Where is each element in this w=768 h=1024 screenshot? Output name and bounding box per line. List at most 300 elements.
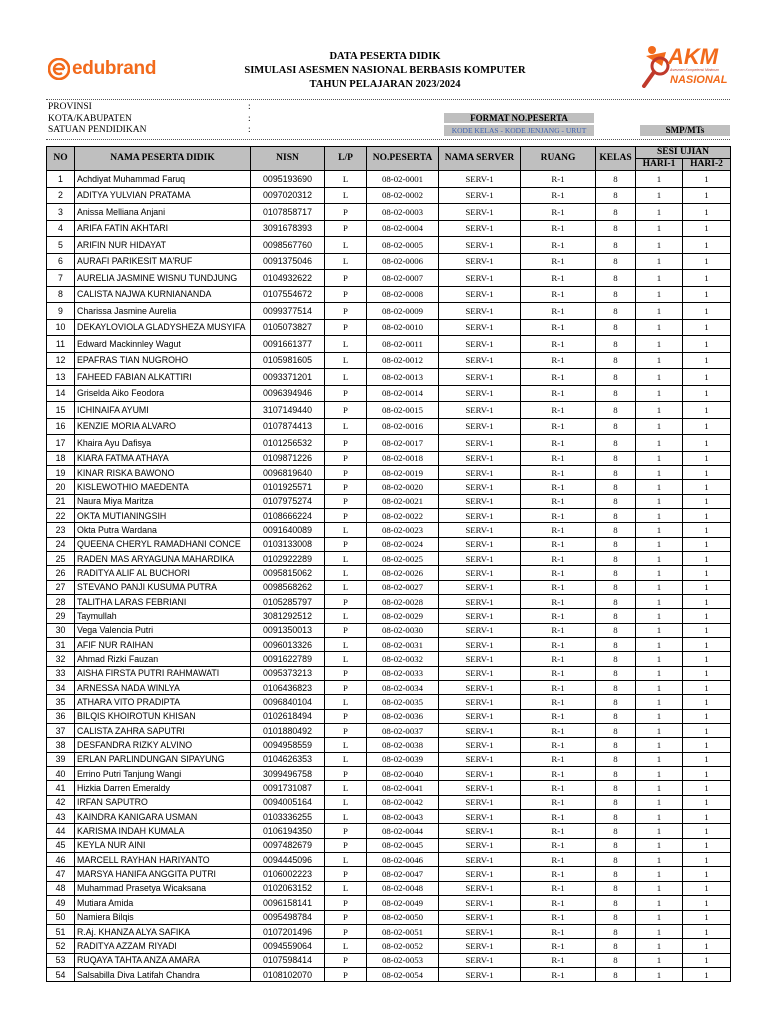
- provinsi-colon: :: [248, 102, 251, 112]
- table-row: [47, 523, 731, 537]
- cell-hari2: 1: [683, 220, 731, 237]
- document-header: [200, 50, 570, 92]
- table-row: [47, 494, 731, 508]
- cell-no: 31: [47, 637, 75, 651]
- cell-no-peserta: 08-02-0006: [367, 253, 439, 270]
- akm-tagline: Asesmen Kompetensi Minimum: [670, 68, 720, 72]
- cell-no: 29: [47, 609, 75, 623]
- cell-server: SERV-1: [439, 637, 521, 651]
- cell-nama: MARCELL RAYHAN HARIYANTO: [75, 853, 251, 867]
- cell-nisn: 0095193690: [251, 171, 325, 188]
- cell-kelas: 8: [596, 270, 636, 287]
- cell-hari1: 1: [636, 402, 683, 419]
- cell-hari1: 1: [636, 781, 683, 795]
- cell-kelas: 8: [596, 781, 636, 795]
- cell-hari1: 1: [636, 594, 683, 608]
- cell-hari1: 1: [636, 953, 683, 967]
- cell-hari2: 1: [683, 838, 731, 852]
- cell-server: SERV-1: [439, 508, 521, 522]
- cell-nama: RADITYA ALIF AL BUCHORI: [75, 566, 251, 580]
- cell-no: 42: [47, 795, 75, 809]
- cell-ruang: R-1: [521, 795, 596, 809]
- cell-lp: P: [325, 435, 367, 452]
- cell-ruang: R-1: [521, 767, 596, 781]
- cell-lp: P: [325, 204, 367, 221]
- cell-ruang: R-1: [521, 881, 596, 895]
- cell-nama: EPAFRAS TIAN NUGROHO: [75, 352, 251, 369]
- table-row: [47, 220, 731, 237]
- cell-server: SERV-1: [439, 551, 521, 565]
- cell-nama: CALISTA NAJWA KURNIANANDA: [75, 286, 251, 303]
- table-row: [47, 465, 731, 479]
- edubrand-e-icon: [48, 58, 70, 80]
- cell-lp: L: [325, 853, 367, 867]
- cell-nisn: 0108102070: [251, 967, 325, 981]
- cell-lp: P: [325, 666, 367, 680]
- cell-server: SERV-1: [439, 237, 521, 254]
- cell-ruang: R-1: [521, 336, 596, 353]
- cell-kelas: 8: [596, 924, 636, 938]
- cell-hari2: 1: [683, 824, 731, 838]
- cell-lp: P: [325, 910, 367, 924]
- cell-no: 5: [47, 237, 75, 254]
- cell-lp: P: [325, 480, 367, 494]
- col-header-ruang: RUANG: [521, 147, 596, 171]
- cell-no: 32: [47, 652, 75, 666]
- cell-hari1: 1: [636, 303, 683, 320]
- cell-kelas: 8: [596, 480, 636, 494]
- cell-ruang: R-1: [521, 695, 596, 709]
- table-row: [47, 336, 731, 353]
- cell-hari2: 1: [683, 896, 731, 910]
- cell-server: SERV-1: [439, 681, 521, 695]
- cell-nama: ARIFA FATIN AKHTARI: [75, 220, 251, 237]
- table-row: [47, 695, 731, 709]
- cell-hari2: 1: [683, 494, 731, 508]
- cell-ruang: R-1: [521, 319, 596, 336]
- cell-hari1: 1: [636, 824, 683, 838]
- cell-nisn: 0107598414: [251, 953, 325, 967]
- cell-nama: Salsabilla Diva Latifah Chandra: [75, 967, 251, 981]
- cell-nisn: 0109871226: [251, 451, 325, 465]
- cell-lp: P: [325, 508, 367, 522]
- cell-lp: P: [325, 286, 367, 303]
- cell-no-peserta: 08-02-0015: [367, 402, 439, 419]
- cell-nama: AURELIA JASMINE WISNU TUNDJUNG: [75, 270, 251, 287]
- cell-lp: L: [325, 810, 367, 824]
- cell-hari2: 1: [683, 767, 731, 781]
- cell-hari1: 1: [636, 508, 683, 522]
- cell-hari1: 1: [636, 369, 683, 386]
- cell-server: SERV-1: [439, 853, 521, 867]
- cell-lp: P: [325, 924, 367, 938]
- cell-kelas: 8: [596, 253, 636, 270]
- cell-nama: IRFAN SAPUTRO: [75, 795, 251, 809]
- cell-lp: P: [325, 303, 367, 320]
- cell-no: 43: [47, 810, 75, 824]
- cell-lp: P: [325, 867, 367, 881]
- cell-hari2: 1: [683, 580, 731, 594]
- cell-kelas: 8: [596, 451, 636, 465]
- cell-nama: KINAR RISKA BAWONO: [75, 465, 251, 479]
- cell-ruang: R-1: [521, 352, 596, 369]
- cell-kelas: 8: [596, 187, 636, 204]
- cell-kelas: 8: [596, 637, 636, 651]
- cell-no: 3: [47, 204, 75, 221]
- cell-nama: FAHEED FABIAN ALKATTIRI: [75, 369, 251, 386]
- cell-lp: L: [325, 523, 367, 537]
- cell-server: SERV-1: [439, 319, 521, 336]
- cell-hari1: 1: [636, 838, 683, 852]
- cell-nama: Anissa Melliana Anjani: [75, 204, 251, 221]
- cell-server: SERV-1: [439, 494, 521, 508]
- cell-lp: P: [325, 896, 367, 910]
- table-row: [47, 435, 731, 452]
- cell-no: 17: [47, 435, 75, 452]
- cell-lp: L: [325, 187, 367, 204]
- cell-server: SERV-1: [439, 881, 521, 895]
- cell-ruang: R-1: [521, 953, 596, 967]
- cell-ruang: R-1: [521, 594, 596, 608]
- cell-ruang: R-1: [521, 623, 596, 637]
- cell-no-peserta: 08-02-0045: [367, 838, 439, 852]
- table-row: [47, 967, 731, 981]
- cell-nisn: 0091622789: [251, 652, 325, 666]
- table-row: [47, 795, 731, 809]
- cell-lp: L: [325, 881, 367, 895]
- cell-no: 48: [47, 881, 75, 895]
- cell-ruang: R-1: [521, 537, 596, 551]
- cell-nisn: 0107858717: [251, 204, 325, 221]
- cell-ruang: R-1: [521, 480, 596, 494]
- cell-no-peserta: 08-02-0036: [367, 709, 439, 723]
- cell-no: 28: [47, 594, 75, 608]
- cell-hari2: 1: [683, 537, 731, 551]
- cell-ruang: R-1: [521, 910, 596, 924]
- cell-no: 46: [47, 853, 75, 867]
- cell-nama: Hizkia Darren Emeraldy: [75, 781, 251, 795]
- cell-no: 41: [47, 781, 75, 795]
- cell-ruang: R-1: [521, 681, 596, 695]
- cell-hari1: 1: [636, 480, 683, 494]
- cell-no: 22: [47, 508, 75, 522]
- cell-lp: P: [325, 537, 367, 551]
- cell-kelas: 8: [596, 465, 636, 479]
- cell-lp: P: [325, 709, 367, 723]
- cell-nama: KEYLA NUR AINI: [75, 838, 251, 852]
- cell-kelas: 8: [596, 402, 636, 419]
- cell-nama: TALITHA LARAS FEBRIANI: [75, 594, 251, 608]
- cell-no-peserta: 08-02-0028: [367, 594, 439, 608]
- cell-kelas: 8: [596, 810, 636, 824]
- cell-no-peserta: 08-02-0018: [367, 451, 439, 465]
- cell-server: SERV-1: [439, 795, 521, 809]
- cell-hari2: 1: [683, 594, 731, 608]
- cell-hari1: 1: [636, 752, 683, 766]
- cell-lp: L: [325, 795, 367, 809]
- cell-no-peserta: 08-02-0005: [367, 237, 439, 254]
- cell-no-peserta: 08-02-0038: [367, 738, 439, 752]
- cell-server: SERV-1: [439, 910, 521, 924]
- cell-no-peserta: 08-02-0042: [367, 795, 439, 809]
- cell-nisn: 3107149440: [251, 402, 325, 419]
- cell-hari1: 1: [636, 523, 683, 537]
- cell-kelas: 8: [596, 537, 636, 551]
- cell-nama: Griselda Aiko Feodora: [75, 385, 251, 402]
- cell-nama: OKTA MUTIANINGSIH: [75, 508, 251, 522]
- table-row: [47, 853, 731, 867]
- cell-server: SERV-1: [439, 336, 521, 353]
- cell-ruang: R-1: [521, 418, 596, 435]
- col-header-no-peserta: NO.PESERTA: [367, 147, 439, 171]
- info-kota: [48, 114, 251, 125]
- cell-no-peserta: 08-02-0052: [367, 939, 439, 953]
- cell-hari2: 1: [683, 253, 731, 270]
- cell-nama: CALISTA ZAHRA SAPUTRI: [75, 724, 251, 738]
- cell-nisn: 0095815062: [251, 566, 325, 580]
- col-header-nama: NAMA PESERTA DIDIK: [75, 147, 251, 171]
- cell-hari1: 1: [636, 580, 683, 594]
- cell-server: SERV-1: [439, 781, 521, 795]
- cell-no: 39: [47, 752, 75, 766]
- cell-nisn: 0101925571: [251, 480, 325, 494]
- cell-lp: P: [325, 465, 367, 479]
- table-body: [47, 171, 731, 982]
- cell-nama: Errino Putri Tanjung Wangi: [75, 767, 251, 781]
- cell-no: 30: [47, 623, 75, 637]
- cell-kelas: 8: [596, 609, 636, 623]
- cell-no-peserta: 08-02-0012: [367, 352, 439, 369]
- table-row: [47, 402, 731, 419]
- cell-no: 12: [47, 352, 75, 369]
- cell-ruang: R-1: [521, 402, 596, 419]
- cell-hari1: 1: [636, 385, 683, 402]
- cell-no-peserta: 08-02-0019: [367, 465, 439, 479]
- cell-ruang: R-1: [521, 867, 596, 881]
- cell-no-peserta: 08-02-0027: [367, 580, 439, 594]
- cell-no: 1: [47, 171, 75, 188]
- cell-ruang: R-1: [521, 724, 596, 738]
- cell-hari1: 1: [636, 319, 683, 336]
- satuan-colon: :: [248, 125, 251, 135]
- cell-hari2: 1: [683, 709, 731, 723]
- cell-hari2: 1: [683, 418, 731, 435]
- cell-nama: DESFANDRA RIZKY ALVINO: [75, 738, 251, 752]
- cell-ruang: R-1: [521, 451, 596, 465]
- cell-hari2: 1: [683, 695, 731, 709]
- cell-lp: L: [325, 253, 367, 270]
- info-provinsi: [48, 102, 251, 113]
- cell-server: SERV-1: [439, 924, 521, 938]
- cell-hari1: 1: [636, 709, 683, 723]
- cell-no: 2: [47, 187, 75, 204]
- cell-no: 54: [47, 967, 75, 981]
- cell-nama: QUEENA CHERYL RAMADHANI CONCE: [75, 537, 251, 551]
- akm-nasional-logo: [640, 42, 730, 92]
- cell-no-peserta: 08-02-0001: [367, 171, 439, 188]
- cell-no-peserta: 08-02-0003: [367, 204, 439, 221]
- table-row: [47, 824, 731, 838]
- participant-table: [46, 146, 731, 982]
- cell-ruang: R-1: [521, 369, 596, 386]
- table-row: [47, 881, 731, 895]
- cell-hari2: 1: [683, 451, 731, 465]
- cell-nisn: 0094958559: [251, 738, 325, 752]
- cell-server: SERV-1: [439, 666, 521, 680]
- cell-kelas: 8: [596, 435, 636, 452]
- cell-nama: KENZIE MORIA ALVARO: [75, 418, 251, 435]
- cell-server: SERV-1: [439, 609, 521, 623]
- table-row: [47, 810, 731, 824]
- cell-ruang: R-1: [521, 853, 596, 867]
- cell-hari1: 1: [636, 939, 683, 953]
- cell-hari2: 1: [683, 319, 731, 336]
- cell-hari1: 1: [636, 253, 683, 270]
- cell-no-peserta: 08-02-0014: [367, 385, 439, 402]
- table-row: [47, 924, 731, 938]
- cell-no-peserta: 08-02-0016: [367, 418, 439, 435]
- cell-nama: RUQAYA TAHTA ANZA AMARA: [75, 953, 251, 967]
- cell-kelas: 8: [596, 752, 636, 766]
- cell-hari2: 1: [683, 480, 731, 494]
- cell-lp: P: [325, 319, 367, 336]
- cell-server: SERV-1: [439, 824, 521, 838]
- cell-server: SERV-1: [439, 204, 521, 221]
- cell-ruang: R-1: [521, 523, 596, 537]
- cell-server: SERV-1: [439, 187, 521, 204]
- cell-no-peserta: 08-02-0010: [367, 319, 439, 336]
- table-row: [47, 171, 731, 188]
- cell-hari1: 1: [636, 652, 683, 666]
- cell-lp: L: [325, 939, 367, 953]
- cell-nama: ARIFIN NUR HIDAYAT: [75, 237, 251, 254]
- table-row: [47, 939, 731, 953]
- col-header-hari1: HARI-1: [636, 159, 683, 171]
- cell-nisn: 0106436823: [251, 681, 325, 695]
- cell-hari2: 1: [683, 967, 731, 981]
- cell-no-peserta: 08-02-0017: [367, 435, 439, 452]
- cell-kelas: 8: [596, 666, 636, 680]
- cell-hari1: 1: [636, 738, 683, 752]
- cell-server: SERV-1: [439, 767, 521, 781]
- cell-lp: L: [325, 580, 367, 594]
- cell-no-peserta: 08-02-0054: [367, 967, 439, 981]
- cell-no-peserta: 08-02-0033: [367, 666, 439, 680]
- cell-ruang: R-1: [521, 204, 596, 221]
- cell-ruang: R-1: [521, 286, 596, 303]
- cell-hari1: 1: [636, 681, 683, 695]
- cell-no-peserta: 08-02-0050: [367, 910, 439, 924]
- cell-hari2: 1: [683, 435, 731, 452]
- table-row: [47, 270, 731, 287]
- cell-no-peserta: 08-02-0030: [367, 623, 439, 637]
- cell-no-peserta: 08-02-0022: [367, 508, 439, 522]
- cell-no-peserta: 08-02-0037: [367, 724, 439, 738]
- col-header-hari2: HARI-2: [683, 159, 731, 171]
- table-row: [47, 451, 731, 465]
- cell-kelas: 8: [596, 551, 636, 565]
- cell-ruang: R-1: [521, 494, 596, 508]
- cell-kelas: 8: [596, 767, 636, 781]
- cell-nisn: 0106002223: [251, 867, 325, 881]
- cell-no-peserta: 08-02-0051: [367, 924, 439, 938]
- cell-kelas: 8: [596, 867, 636, 881]
- cell-lp: L: [325, 551, 367, 565]
- cell-nisn: 0097482679: [251, 838, 325, 852]
- cell-kelas: 8: [596, 352, 636, 369]
- cell-hari2: 1: [683, 465, 731, 479]
- cell-hari2: 1: [683, 795, 731, 809]
- cell-lp: L: [325, 781, 367, 795]
- cell-no-peserta: 08-02-0024: [367, 537, 439, 551]
- cell-nisn: 0102922289: [251, 551, 325, 565]
- cell-ruang: R-1: [521, 824, 596, 838]
- cell-ruang: R-1: [521, 896, 596, 910]
- cell-kelas: 8: [596, 336, 636, 353]
- cell-no-peserta: 08-02-0047: [367, 867, 439, 881]
- cell-hari2: 1: [683, 352, 731, 369]
- cell-lp: P: [325, 451, 367, 465]
- cell-lp: P: [325, 724, 367, 738]
- cell-ruang: R-1: [521, 967, 596, 981]
- cell-server: SERV-1: [439, 867, 521, 881]
- cell-no-peserta: 08-02-0046: [367, 853, 439, 867]
- cell-nisn: 0102618494: [251, 709, 325, 723]
- cell-nisn: 0108666224: [251, 508, 325, 522]
- cell-nisn: 0091350013: [251, 623, 325, 637]
- cell-no: 13: [47, 369, 75, 386]
- cell-hari1: 1: [636, 810, 683, 824]
- cell-no-peserta: 08-02-0011: [367, 336, 439, 353]
- header-title: DATA PESERTA DIDIK: [329, 51, 441, 62]
- cell-kelas: 8: [596, 523, 636, 537]
- cell-kelas: 8: [596, 896, 636, 910]
- cell-kelas: 8: [596, 204, 636, 221]
- cell-nisn: 0103336255: [251, 810, 325, 824]
- cell-hari1: 1: [636, 867, 683, 881]
- cell-ruang: R-1: [521, 939, 596, 953]
- cell-hari2: 1: [683, 666, 731, 680]
- cell-ruang: R-1: [521, 385, 596, 402]
- cell-server: SERV-1: [439, 623, 521, 637]
- cell-hari1: 1: [636, 881, 683, 895]
- cell-no: 52: [47, 939, 75, 953]
- cell-nisn: 0097020312: [251, 187, 325, 204]
- cell-hari2: 1: [683, 752, 731, 766]
- cell-no-peserta: 08-02-0023: [367, 523, 439, 537]
- cell-kelas: 8: [596, 824, 636, 838]
- cell-hari2: 1: [683, 204, 731, 221]
- kota-colon: :: [248, 114, 251, 124]
- cell-nama: BILQIS KHOIROTUN KHISAN: [75, 709, 251, 723]
- cell-server: SERV-1: [439, 752, 521, 766]
- cell-lp: L: [325, 336, 367, 353]
- format-description: KODE KELAS - KODE JENJANG - URUT: [444, 125, 594, 136]
- cell-no: 21: [47, 494, 75, 508]
- cell-no-peserta: 08-02-0029: [367, 609, 439, 623]
- table-row: [47, 709, 731, 723]
- cell-no-peserta: 08-02-0008: [367, 286, 439, 303]
- cell-hari1: 1: [636, 967, 683, 981]
- cell-no: 47: [47, 867, 75, 881]
- cell-server: SERV-1: [439, 953, 521, 967]
- cell-nisn: 0107554672: [251, 286, 325, 303]
- cell-no: 35: [47, 695, 75, 709]
- cell-hari2: 1: [683, 286, 731, 303]
- cell-no-peserta: 08-02-0031: [367, 637, 439, 651]
- cell-hari2: 1: [683, 566, 731, 580]
- table-row: [47, 867, 731, 881]
